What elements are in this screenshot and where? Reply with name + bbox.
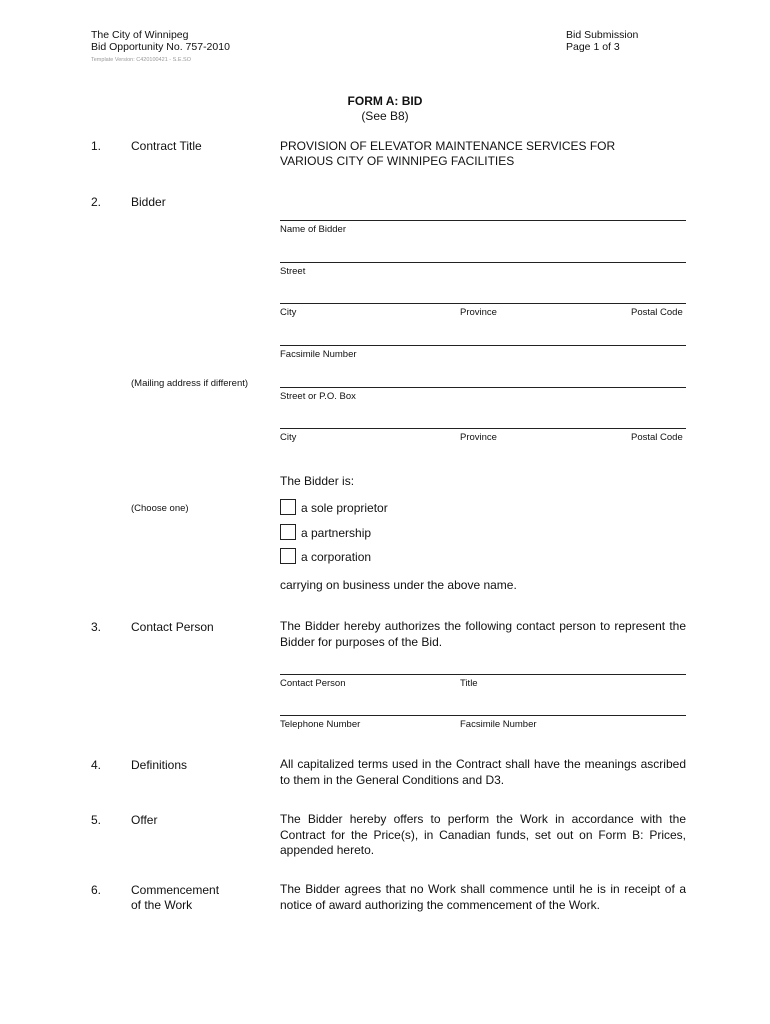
contract-title-line-2: VARIOUS CITY OF WINNIPEG FACILITIES <box>280 154 515 168</box>
contact-person-line[interactable] <box>280 674 686 675</box>
choose-one-note: (Choose one) <box>131 503 189 514</box>
street-caption: Street <box>280 266 306 277</box>
section-3-label: Contact Person <box>131 620 214 634</box>
sole-proprietor-label: a sole proprietor <box>301 501 388 515</box>
section-1-label: Contract Title <box>131 139 202 153</box>
postal-code-caption: Postal Code <box>631 307 683 318</box>
section-5-label: Offer <box>131 813 158 827</box>
section-1-number: 1. <box>91 139 102 153</box>
mailing-city-province-postal-line[interactable] <box>280 428 686 429</box>
definitions-paragraph: All capitalized terms used in the Contract shall have the meanings ascribed to them in the General Conditions and D3. <box>280 757 686 787</box>
partnership-label: a partnership <box>301 526 372 540</box>
telephone-fax-line[interactable] <box>280 715 686 716</box>
offer-paragraph: The Bidder hereby offers to perform the Work in accordance with the Contract for the Price(s), in Canadian funds, set out on Form B: Prices, appended hereto. <box>280 812 686 857</box>
form-subtitle: (See B8) <box>361 109 409 123</box>
corporation-label: a corporation <box>301 550 372 564</box>
contact-facsimile-caption: Facsimile Number <box>460 719 537 730</box>
street-line[interactable] <box>280 262 686 263</box>
city-province-postal-line[interactable] <box>280 303 686 304</box>
city-caption: City <box>280 307 297 318</box>
partnership-checkbox[interactable] <box>280 524 296 540</box>
contact-person-paragraph: The Bidder hereby authorizes the following contact person to represent the Bidder for purposes of the Bid. <box>280 619 686 649</box>
corporation-checkbox[interactable] <box>280 548 296 564</box>
commencement-paragraph: The Bidder agrees that no Work shall commence until he is in receipt of a notice of award authorizing the commencement of the Work. <box>280 882 686 912</box>
mailing-address-note: (Mailing address if different) <box>131 378 249 389</box>
bidder-is-heading: The Bidder is: <box>280 474 355 488</box>
telephone-number-caption: Telephone Number <box>280 719 361 730</box>
carrying-on-business-text: carrying on business under the above name. <box>280 578 517 592</box>
header-page-number: Page 1 of 3 <box>566 41 620 53</box>
mailing-city-caption: City <box>280 432 297 443</box>
section-6-label-line-1: Commencement <box>131 883 220 897</box>
section-5-number: 5. <box>91 813 102 827</box>
facsimile-line[interactable] <box>280 345 686 346</box>
header-template-version: Template Version: C420100421 - S.E.SO <box>91 57 191 63</box>
street-po-box-caption: Street or P.O. Box <box>280 391 356 402</box>
sole-proprietor-checkbox[interactable] <box>280 499 296 515</box>
section-4-label: Definitions <box>131 758 188 772</box>
mailing-postal-code-caption: Postal Code <box>631 432 683 443</box>
name-of-bidder-caption: Name of Bidder <box>280 224 347 235</box>
mailing-province-caption: Province <box>460 432 497 443</box>
section-3-number: 3. <box>91 620 102 634</box>
header-bid-number: Bid Opportunity No. 757-2010 <box>91 41 230 53</box>
header-bid-submission: Bid Submission <box>566 29 639 41</box>
section-2-number: 2. <box>91 195 102 209</box>
section-4-number: 4. <box>91 758 102 772</box>
form-title: FORM A: BID <box>347 94 423 108</box>
name-of-bidder-line[interactable] <box>280 220 686 221</box>
section-6-label-line-2: of the Work <box>131 898 193 912</box>
province-caption: Province <box>460 307 497 318</box>
facsimile-caption: Facsimile Number <box>280 349 357 360</box>
contact-title-caption: Title <box>460 678 478 689</box>
contact-person-caption: Contact Person <box>280 678 346 689</box>
header-org: The City of Winnipeg <box>91 29 189 41</box>
section-2-label: Bidder <box>131 195 166 209</box>
contract-title-line-1: PROVISION OF ELEVATOR MAINTENANCE SERVICES FOR <box>280 139 616 153</box>
section-6-number: 6. <box>91 883 102 897</box>
mailing-street-line[interactable] <box>280 387 686 388</box>
